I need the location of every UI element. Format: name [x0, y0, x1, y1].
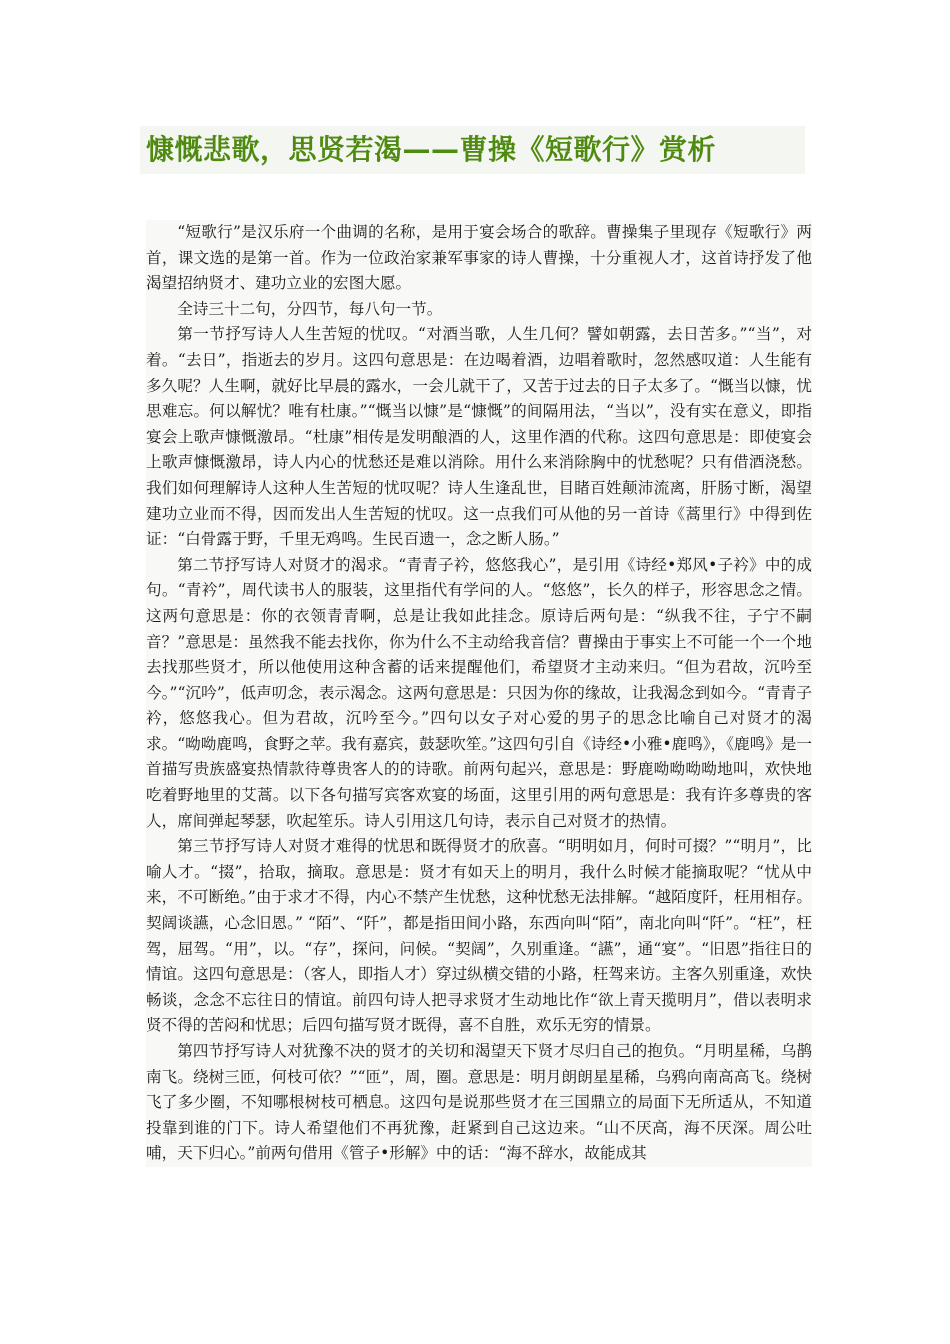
- article-title: 慷慨悲歌，思贤若渴——曹操《短歌行》赏析: [146, 133, 717, 166]
- paragraph-section-1: 第一节抒写诗人人生苦短的忧叹。“对酒当歌，人生几何？譬如朝露，去日苦多。”“当”，对着。“去日”，指逝去的岁月。这四句意思是：在边喝着酒，边唱着歌时，忽然感叹道：人生能有多久呢？人生啊，就好比早晨的露水，一会儿就干了，又苦于过去的日子太多了。“慨当以慷，忧思难忘。何以解忧？唯有杜康。”“慨当以慷”是“慷慨”的间隔用法，“当以”，没有实在意义，即指宴会上歌声慷慨激昂。“杜康”相传是发明酿酒的人，这里作酒的代称。这四句意思是：即使宴会上歌声慷慨激昂，诗人内心的忧愁还是难以消除。用什么来消除胸中的忧愁呢？只有借酒浇愁。我们如何理解诗人这种人生苦短的忧叹呢？诗人生逢乱世，目睹百姓颠沛流离，肝肠寸断，渴望建功立业而不得，因而发出人生苦短的忧叹。这一点我们可从他的另一首诗《蒿里行》中得到佐证：“白骨露于野，千里无鸡鸣。生民百遗一，念之断人肠。”: [146, 322, 812, 552]
- paragraph-section-4: 第四节抒写诗人对犹豫不决的贤才的关切和渴望天下贤才尽归自己的抱负。“月明星稀，乌鹊南飞。绕树三匝，何枝可依？”“匝”，周，圈。意思是：明月朗朗星星稀，乌鸦向南高高飞。绕树飞了多少圈，不知哪根树枝可栖息。这四句是说那些贤才在三国鼎立的局面下无所适从，不知道投靠到谁的门下。诗人希望他们不再犹豫，赶紧到自己这边来。“山不厌高，海不厌深。周公吐哺，天下归心。”前两句借用《管子•形解》中的话：“海不辞水，故能成其: [146, 1039, 812, 1167]
- paragraph-section-2: 第二节抒写诗人对贤才的渴求。“青青子衿，悠悠我心”，是引用《诗经•郑风•子衿》中的成句。“青衿”，周代读书人的服装，这里指代有学问的人。“悠悠”，长久的样子，形容思念之情。这两句意思是：你的衣领青青啊，总是让我如此挂念。原诗后两句是：“纵我不往，子宁不嗣音？”意思是：虽然我不能去找你，你为什么不主动给我音信？曹操由于事实上不可能一个一个地去找那些贤才，所以他使用这种含蓄的话来提醒他们，希望贤才主动来归。“但为君故，沉吟至今。”“沉吟”，低声叨念，表示渴念。这两句意思是：只因为你的缘故，让我渴念到如今。“青青子衿，悠悠我心。但为君故，沉吟至今。”四句以女子对心爱的男子的思念比喻自己对贤才的渴求。“呦呦鹿鸣，食野之苹。我有嘉宾，鼓瑟吹笙。”这四句引自《诗经•小雅•鹿鸣》，《鹿鸣》是一首描写贵族盛宴热情款待尊贵客人的的诗歌。前两句起兴，意思是：野鹿呦呦呦呦地叫，欢快地吃着野地里的艾蒿。以下各句描写宾客欢宴的场面，这里引用的两句意思是：我有许多尊贵的客人，席间弹起琴瑟，吹起笙乐。诗人引用这几句诗，表示自己对贤才的热情。: [146, 553, 812, 835]
- paragraph-section-3: 第三节抒写诗人对贤才难得的忧思和既得贤才的欣喜。“明明如月，何时可掇？”“明月”，比喻人才。“掇”，拾取，摘取。意思是：贤才有如天上的明月，我什么时候才能摘取呢？“忧从中来，不可断绝。”由于求才不得，内心不禁产生忧愁，这种忧愁无法排解。“越陌度阡，枉用相存。契阔谈讌，心念旧恩。” “陌”、“阡”，都是指田间小路，东西向叫“陌”，南北向叫“阡”。“枉”，枉驾，屈驾。“用”，以。“存”，探问，问候。“契阔”，久别重逢。“讌”，通“宴”。“旧恩”指往日的情谊。这四句意思是：（客人，即指人才）穿过纵横交错的小路，枉驾来访。主客久别重逢，欢快畅谈，念念不忘往日的情谊。前四句诗人把寻求贤才生动地比作“欲上青天揽明月”，借以表明求贤不得的苦闷和忧思；后四句描写贤才既得，喜不自胜，欢乐无穷的情景。: [146, 834, 812, 1039]
- paragraph-intro: “短歌行”是汉乐府一个曲调的名称，是用于宴会场合的歌辞。曹操集子里现存《短歌行》两首，课文选的是第一首。作为一位政治家兼军事家的诗人曹操，十分重视人才，这首诗抒发了他渴望招纳贤才、建功立业的宏图大愿。: [146, 220, 812, 297]
- paragraph-structure: 全诗三十二句，分四节，每八句一节。: [146, 297, 812, 323]
- article-body: [146, 220, 812, 1167]
